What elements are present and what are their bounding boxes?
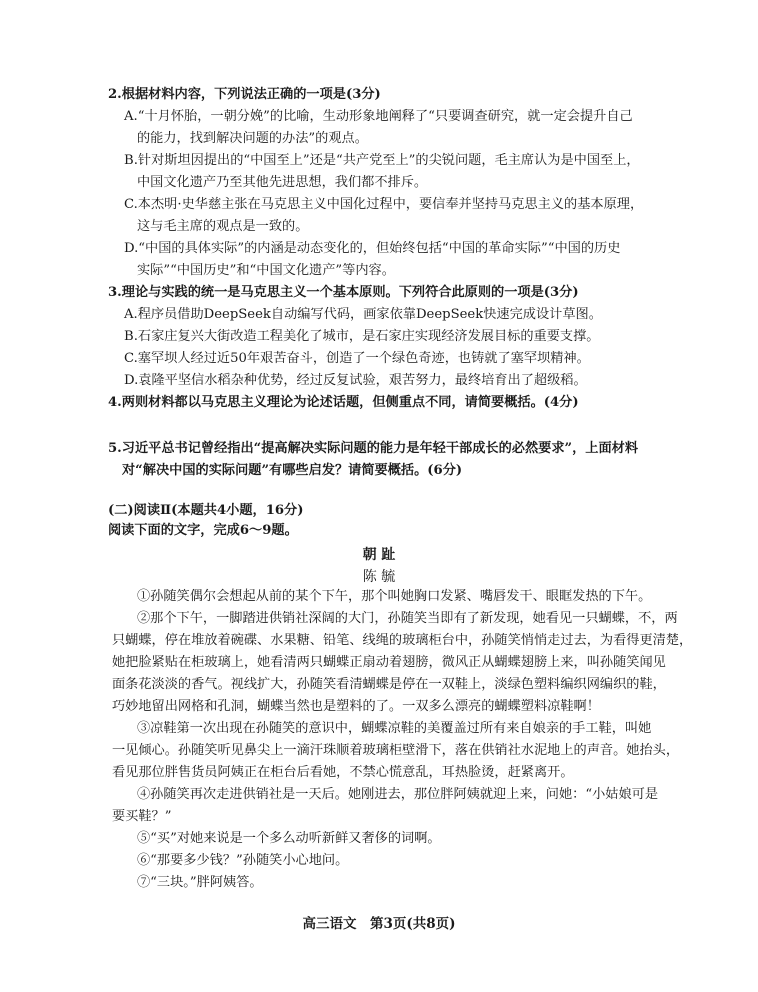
article-paragraph-3-line1: ③凉鞋第一次出现在孙随笑的意识中，蝴蝶凉鞋的美覆盖过所有来自娘亲的手工鞋，叫她 — [137, 721, 652, 736]
article-title: 朝 趾 — [362, 547, 396, 563]
article-paragraph-3-line2: 一见倾心。孙随笑听见鼻尖上一滴汗珠顺着玻璃柜壁滑下，落在供销社水泥地上的声音。她抬头， — [112, 743, 680, 758]
article-author: 陈 毓 — [362, 569, 396, 585]
question-4-stem: 4.两则材料都以马克思主义理论为论述话题，但侧重点不同，请简要概括。(4分) — [108, 395, 579, 410]
q2-option-a-line2: 的能力，找到解决问题的办法”的观点。 — [137, 131, 368, 146]
article-paragraph-2-line3: 她把脸紧贴在柜玻璃上，她看清两只蝴蝶正扇动着翅膀，微风正从蝴蝶翅膀上来，叫孙随笑闻见 — [112, 655, 666, 670]
article-paragraph-4-line2: 要买鞋？” — [112, 809, 172, 824]
article-paragraph-6: ⑥“那要多少钱？”孙随笑小心地问。 — [137, 853, 349, 868]
article-paragraph-2-line2: 只蝴蝶，停在堆放着碗碟、水果糖、铅笔、线绳的玻璃柜台中，孙随笑悄悄走过去，为看得更清楚， — [112, 633, 693, 648]
q2-option-c-line2: 这与毛主席的观点是一致的。 — [137, 219, 309, 234]
q2-option-b-line1: B.针对斯坦因提出的“中国至上”还是“共产党至上”的尖锐问题，毛主席认为是中国至上， — [124, 153, 640, 168]
q2-option-a-line1: A.“十月怀胎，一朝分娩”的比喻，生动形象地阐释了“只要调查研究，就一定会提升自己 — [124, 109, 633, 124]
q3-option-a: A.程序员借助DeepSeek自动编写代码，画家依靠DeepSeek快速完成设计草图。 — [124, 307, 602, 322]
section-instruction: 阅读下面的文字，完成6～9题。 — [108, 523, 298, 538]
article-paragraph-2-line4: 面条花淡淡的香气。视线扩大，孙随笑看清蝴蝶是停在一双鞋上，淡绿色塑料编织网编织的鞋， — [112, 677, 666, 692]
q2-option-d-line2: 实际”“中国历史”和“中国文化遗产”等内容。 — [137, 263, 395, 278]
article-paragraph-3-line3: 看见那位胖售货员阿姨正在柜台后看她，不禁心慌意乱，耳热脸烫，赶紧离开。 — [112, 765, 574, 780]
q2-option-d-line1: D.“中国的具体实际”的内涵是动态变化的，但始终包括“中国的革命实际”“中国的历史 — [124, 241, 621, 256]
q3-option-d: D.袁隆平坚信水稻杂种优势，经过反复试验，艰苦努力，最终培育出了超级稻。 — [124, 373, 587, 388]
page-footer: 高三语文 第3页(共8页) — [302, 916, 456, 932]
q3-option-b: B.石家庄复兴大街改造工程美化了城市，是石家庄实现经济发展目标的重要支撑。 — [124, 329, 600, 344]
question-2-stem: 2.根据材料内容，下列说法正确的一项是(3分) — [108, 87, 381, 102]
question-3-stem: 3.理论与实践的统一是马克思主义一个基本原则。下列符合此原则的一项是(3分) — [108, 285, 579, 300]
article-paragraph-1: ①孙随笑偶尔会想起从前的某个下午，那个叫她胸口发紧、嘴唇发干、眼眶发热的下午。 — [137, 589, 652, 604]
q2-option-c-line1: C.本杰明·史华慈主张在马克思主义中国化过程中，要信奉并坚持马克思主义的基本原理， — [124, 197, 644, 212]
article-paragraph-5: ⑤“买”对她来说是一个多么动听新鲜又奢侈的词啊。 — [137, 831, 441, 846]
article-paragraph-2-line1: ②那个下午，一脚踏进供销社深阔的大门，孙随笑当即有了新发现，她看见一只蝴蝶，不，两 — [137, 611, 678, 626]
q2-option-b-line2: 中国文化遗产乃至其他先进思想，我们都不排斥。 — [137, 175, 428, 190]
q3-option-c: C.塞罕坝人经过近50年艰苦奋斗，创造了一个绿色奇迹，也铸就了塞罕坝精神。 — [124, 351, 590, 366]
question-5-stem-line2: 对“解决中国的实际问题”有哪些启发？请简要概括。(6分) — [122, 463, 463, 478]
question-5-stem-line1: 5.习近平总书记曾经指出“提高解决实际问题的能力是年轻干部成长的必然要求”，上面材料 — [108, 441, 639, 456]
section-heading: (二)阅读Ⅱ(本题共4小题，16分) — [108, 503, 304, 518]
article-paragraph-4-line1: ④孙随笑再次走进供销社是一天后。她刚进去，那位胖阿姨就迎上来，问她：“小姑娘可是 — [137, 787, 659, 802]
article-paragraph-2-line5: 巧妙地留出网格和孔洞，蝴蝶当然也是塑料的了。一双多么漂亮的蝴蝶塑料凉鞋啊！ — [112, 699, 600, 714]
article-paragraph-7: ⑦“三块。”胖阿姨答。 — [137, 875, 263, 890]
